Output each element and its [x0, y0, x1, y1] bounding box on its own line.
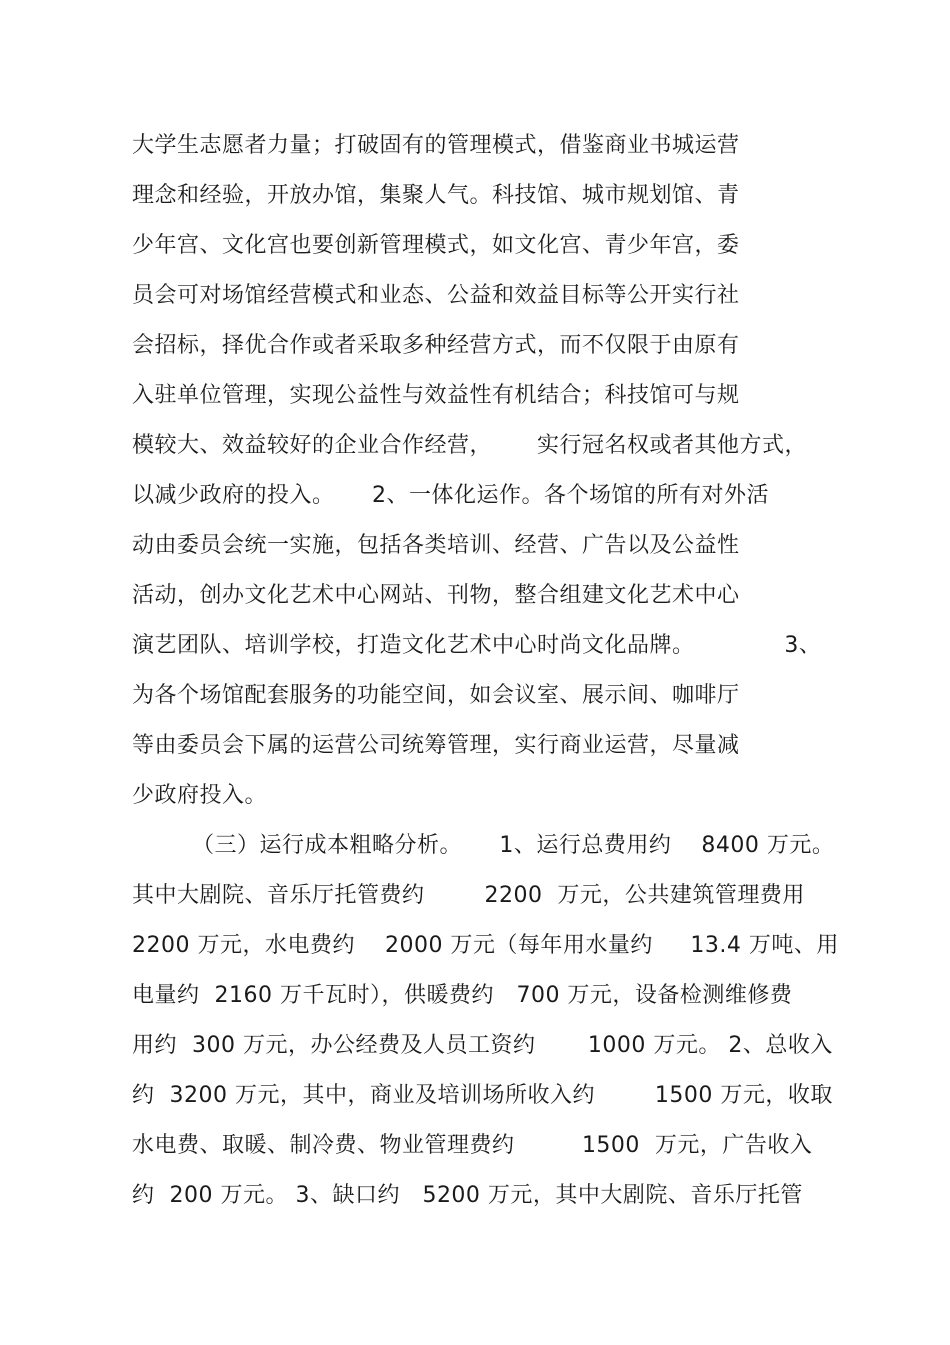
text-line: 少政府投入。	[132, 783, 268, 808]
text-line: 其中大剧院、音乐厅托管费约 2200 万元，公共建筑管理费用	[132, 883, 805, 908]
text-line: 员会可对场馆经营模式和业态、公益和效益目标等公开实行社	[132, 283, 740, 308]
text-line: 大学生志愿者力量；打破固有的管理模式，借鉴商业书城运营	[132, 133, 740, 158]
text-line: 约 3200 万元，其中，商业及培训场所收入约 1500 万元，收取	[132, 1083, 833, 1108]
text-line: 水电费、取暖、制冷费、物业管理费约 1500 万元，广告收入	[132, 1133, 813, 1158]
text-line: （三）运行成本粗略分析。 1、运行总费用约 8400 万元。	[132, 833, 835, 858]
text-line: 用约 300 万元，办公经费及人员工资约 1000 万元。 2、总收入	[132, 1033, 833, 1058]
text-line: 演艺团队、培训学校，打造文化艺术中心时尚文化品牌。 3、	[132, 633, 822, 658]
text-line: 约 200 万元。 3、缺口约 5200 万元，其中大剧院、音乐厅托管	[132, 1183, 803, 1208]
text-line: 2200 万元，水电费约 2000 万元（每年用水量约 13.4 万吨、用	[132, 933, 839, 958]
text-line: 等由委员会下属的运营公司统筹管理，实行商业运营，尽量减	[132, 733, 740, 758]
text-line: 入驻单位管理，实现公益性与效益性有机结合；科技馆可与规	[132, 383, 740, 408]
text-line: 模较大、效益较好的企业合作经营， 实行冠名权或者其他方式，	[132, 433, 807, 458]
text-line: 活动，创办文化艺术中心网站、刊物，整合组建文化艺术中心	[132, 583, 740, 608]
text-line: 为各个场馆配套服务的功能空间，如会议室、展示间、咖啡厅	[132, 683, 740, 708]
text-line: 以减少政府的投入。 2、一体化运作。各个场馆的所有对外活	[132, 483, 769, 508]
text-line: 理念和经验，开放办馆，集聚人气。科技馆、城市规划馆、青	[132, 183, 740, 208]
text-line: 动由委员会统一实施，包括各类培训、经营、广告以及公益性	[132, 533, 740, 558]
text-line: 电量约 2160 万千瓦时），供暖费约 700 万元，设备检测维修费	[132, 983, 793, 1008]
text-line: 会招标，择优合作或者采取多种经营方式，而不仅限于由原有	[132, 333, 740, 358]
text-line: 少年宫、文化宫也要创新管理模式，如文化宫、青少年宫，委	[132, 233, 740, 258]
